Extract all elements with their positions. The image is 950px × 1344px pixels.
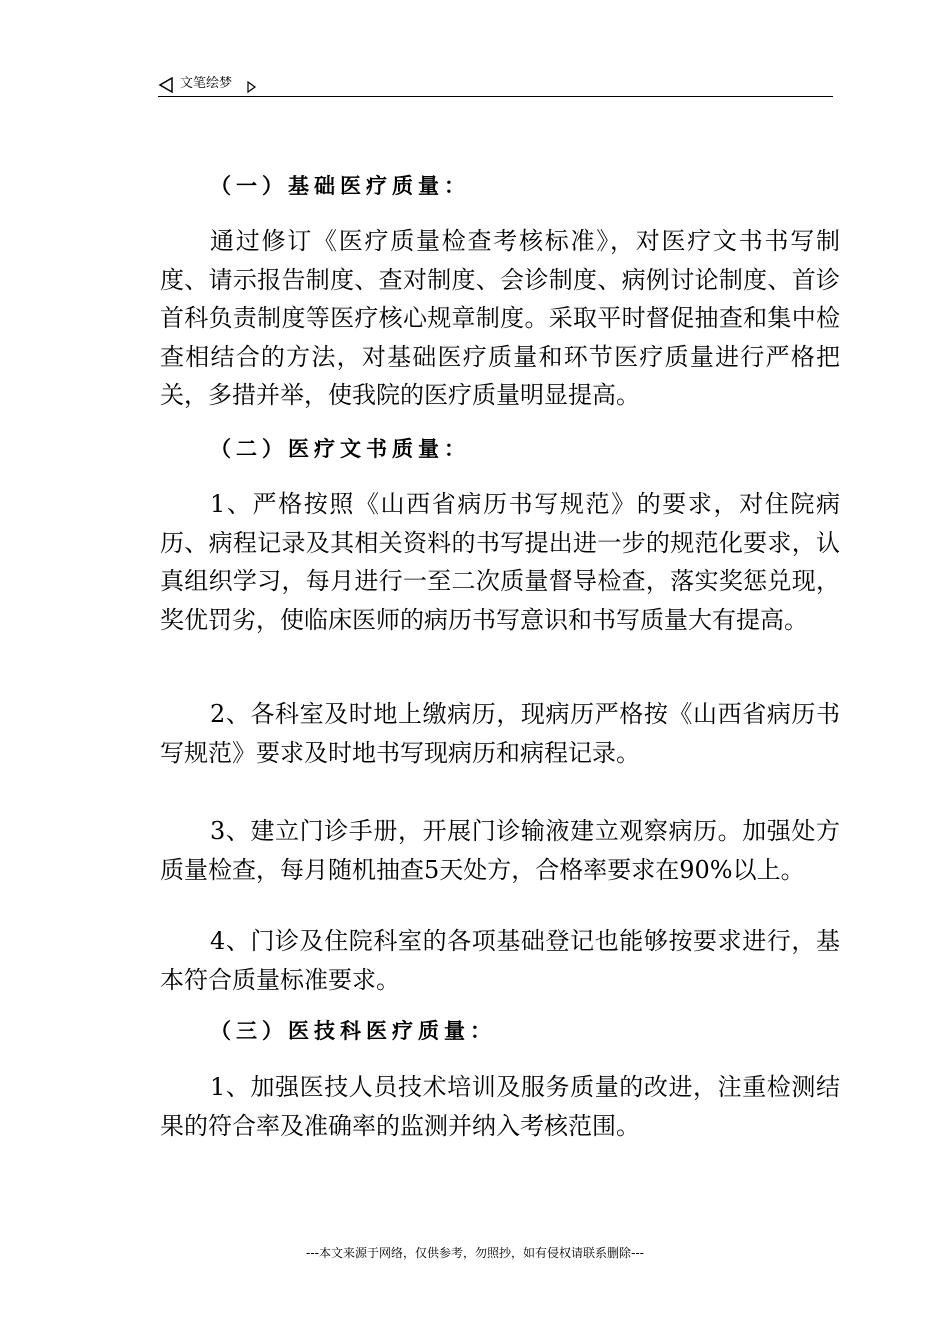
- section-heading-1: （一）基础医疗质量：: [210, 173, 470, 198]
- paragraph-medical-records-2: 2、各科室及时地上缴病历，现病历严格按《山西省病历书写规范》要求及时地书写现病历和病程记录。: [160, 700, 840, 767]
- section-heading-3: （三）医技科医疗质量：: [210, 1018, 496, 1043]
- header-title: 文笔绘梦: [180, 76, 233, 91]
- footer-disclaimer: ---本文来源于网络，仅供参考，勿照抄，如有侵权请联系删除---: [306, 1246, 644, 1260]
- paragraph-medical-records-3: 3、建立门诊手册，开展门诊输液建立观察病历。加强处方质量检查，每月随机抽查5天处方，合格率要求在90%以上。: [160, 817, 840, 884]
- paragraph-basic-quality: 通过修订《医疗质量检查考核标准》，对医疗文书书写制度、请示报告制度、查对制度、会诊制度、病例讨论制度、首诊首科负责制度等医疗核心规章制度。采取平时督促抽查和集中检查相结合的方法，对基础医疗质量和环节医疗质量进行严格把关，多措并举，使我院的医疗质量明显提高。: [160, 227, 840, 409]
- page-header: [158, 74, 833, 97]
- section-heading-2: （二）医疗文书质量：: [210, 436, 470, 461]
- paragraph-medical-records-4: 4、门诊及住院科室的各项基础登记也能够按要求进行，基本符合质量标准要求。: [160, 927, 840, 994]
- paragraph-medical-records-1: 1、严格按照《山西省病历书写规范》的要求，对住院病历、病程记录及其相关资料的书写提出进一步的规范化要求，认真组织学习，每月进行一至二次质量督导检查，落实奖惩兑现，奖优罚劣，使临床医师的病历书写意识和书写质量大有提高。: [160, 490, 840, 634]
- triangle-right-outline-icon: [246, 78, 256, 97]
- triangle-left-outline-icon: [158, 76, 174, 98]
- paragraph-tech-quality-1: 1、加强医技人员技术培训及服务质量的改进，注重检测结果的符合率及准确率的监测并纳入考核范围。: [160, 1073, 840, 1140]
